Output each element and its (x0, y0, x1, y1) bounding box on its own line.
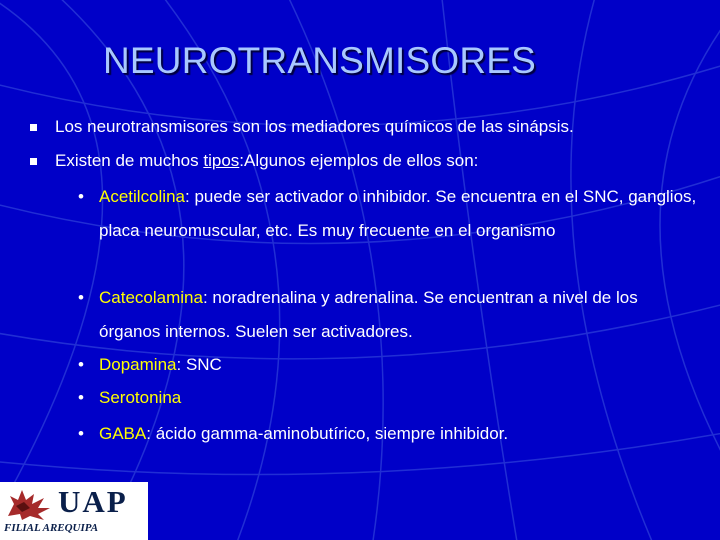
bullet-text-end: :Algunos ejemplos de ellos son: (239, 151, 479, 170)
bullet-dot-icon: • (78, 424, 84, 443)
example-description: : ácido gamma-aminobutírico, siempre inhibidor. (146, 424, 509, 443)
square-bullet-icon (30, 158, 37, 165)
example-description: : noradrenalina y adrenalina. Se encuentran a nivel de los órganos internos. Suelen ser activadores. (99, 288, 638, 341)
slide-title: NEUROTRANSMISORES (103, 40, 537, 81)
uap-logo (0, 482, 148, 540)
example-term: Acetilcolina (99, 187, 185, 206)
example-item-gaba (78, 417, 508, 451)
logo-subtitle: FILIAL AREQUIPA (4, 522, 99, 534)
example-item-serotonina (78, 381, 181, 415)
bullet-dot-icon: • (78, 355, 84, 374)
example-item-acetilcolina (78, 180, 698, 248)
example-text (99, 180, 698, 248)
bullet-text-end: son los mediadores químicos de las sinápsis. (227, 117, 574, 136)
example-text (99, 281, 698, 349)
bullet-text (55, 151, 478, 171)
example-description: : puede ser activador o inhibidor. Se encuentra en el SNC, ganglios, placa neuromuscular, etc. Es muy frecuente en el organismo (99, 187, 697, 240)
bullet-dot-icon: • (78, 288, 84, 307)
example-term: Catecolamina (99, 288, 203, 307)
bullet-dot-icon: • (78, 388, 84, 407)
example-term: GABA (99, 424, 147, 443)
bullet-text-start: Existen de muchos (55, 151, 204, 170)
example-text (99, 417, 508, 451)
logo-name: UAP (58, 484, 128, 519)
example-description: : SNC (176, 355, 222, 374)
example-text (99, 381, 181, 415)
bullet-dot-icon: • (78, 187, 84, 206)
square-bullet-icon (30, 124, 37, 131)
bullet-text-start: Los (55, 117, 88, 136)
bullet-text (55, 117, 574, 137)
bullet-term: neurotransmisores (87, 117, 228, 136)
example-item-dopamina (78, 348, 222, 382)
example-text (99, 348, 222, 382)
example-term: Dopamina (99, 355, 177, 374)
example-item-catecolamina (78, 281, 698, 349)
types-underlined-word: tipos (203, 151, 240, 170)
griffin-icon (4, 486, 54, 522)
example-term: Serotonina (99, 388, 182, 407)
